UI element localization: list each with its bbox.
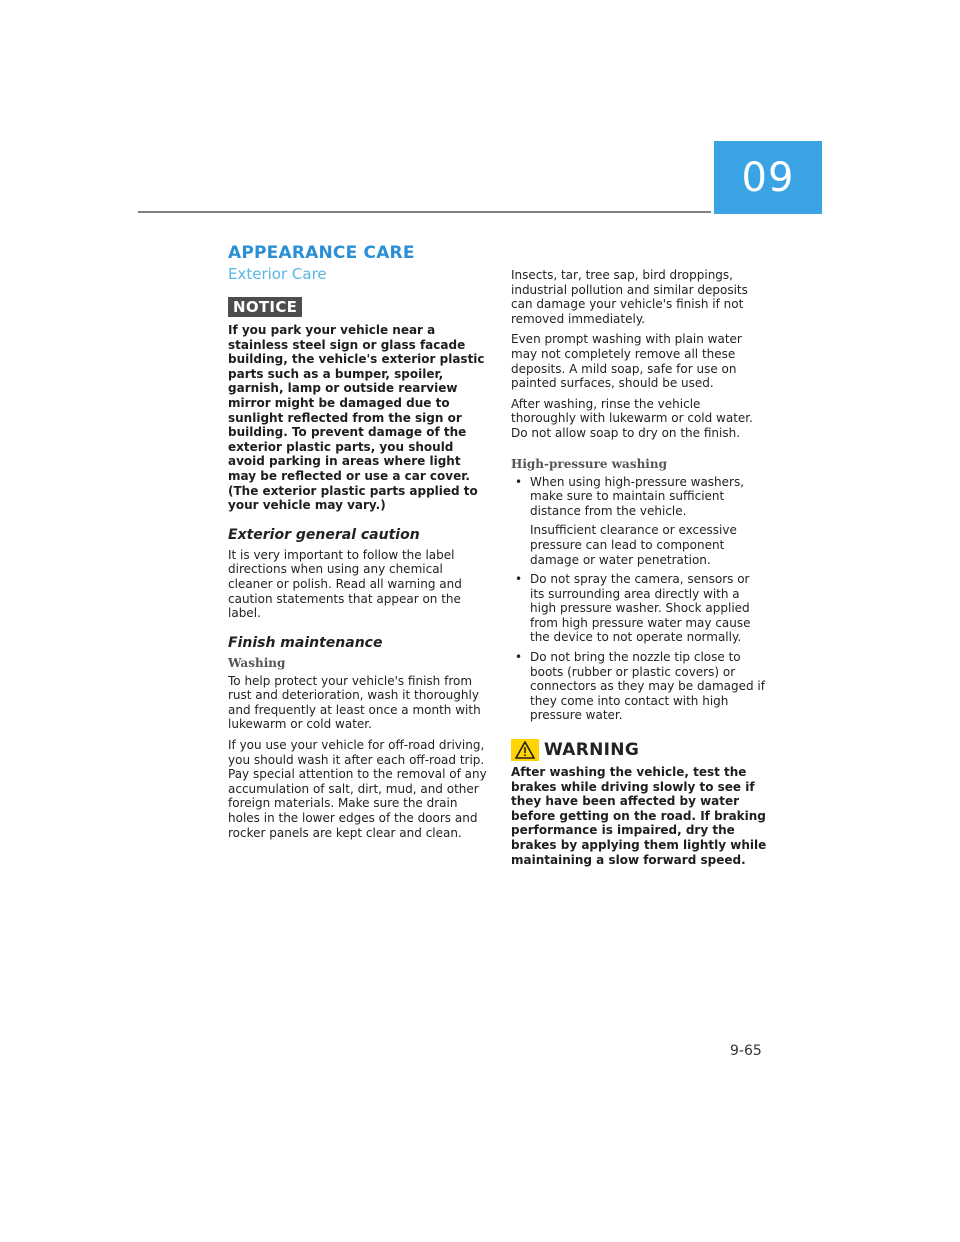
washing-paragraph-2: If you use your vehicle for off-road driving, you should wash it after each off-road trip. Pay special attention to the removal of any accumulation of salt, dirt, mud, and other foreign materials. Make sure the drain holes in the lower edges of the doors and rocker panels are kept clear and clean.: [228, 738, 487, 840]
warning-triangle-icon: [511, 739, 539, 761]
bullet-icon: •: [515, 474, 523, 489]
rinse-paragraph: After washing, rinse the vehicle thoroughly with lukewarm or cold water. Do not allow soap to dry on the finish.: [511, 396, 753, 440]
bullet-subtext: Insufficient clearance or excessive pressure can lead to component damage or water penetration.: [530, 523, 737, 567]
subsection-title: Exterior Care: [228, 265, 327, 283]
washing-paragraph-1: To help protect your vehicle's finish from rust and deterioration, wash it thoroughly and frequently at least once a month with lukewarm or cold water.: [228, 673, 481, 732]
deposits-paragraph: Insects, tar, tree sap, bird droppings, industrial pollution and similar deposits can damage your vehicle's finish if not removed immediately.: [511, 268, 748, 326]
bullet-text: When using high-pressure washers, make sure to maintain sufficient distance from the vehicle.: [530, 474, 745, 518]
left-column: [228, 240, 488, 846]
list-item: [511, 650, 767, 723]
section-title: APPEARANCE CARE: [228, 243, 415, 263]
warning-header: [511, 739, 767, 761]
finish-maintenance-heading: Finish maintenance: [228, 634, 383, 651]
warning-title: WARNING: [544, 740, 640, 761]
notice-badge: NOTICE: [228, 297, 302, 317]
general-caution-text: It is very important to follow the label directions when using any chemical cleaner or polish. Read all warning and caution statements that appear on the label.: [228, 547, 462, 621]
list-item: [511, 572, 767, 645]
page-number: 9-65: [730, 1043, 762, 1059]
bullet-icon: •: [515, 650, 523, 665]
header-divider: [138, 211, 711, 213]
bullet-text: Do not spray the camera, sensors or its surrounding area directly with a high pressure washer. Shock applied from high pressure water may cause the device to not operate normally.: [530, 572, 751, 645]
mild-soap-paragraph: Even prompt washing with plain water may not completely remove all these deposits. A mild soap, safe for use on painted surfaces, should be used.: [511, 332, 742, 391]
washing-heading: Washing: [228, 655, 286, 670]
warning-text: After washing the vehicle, test the brakes while driving slowly to see if they have been affected by water before getting on the road. If braking performance is impaired, dry the brakes by applying them lightly while maintaining a slow forward speed.: [511, 765, 767, 867]
notice-text: If you park your vehicle near a stainless steel sign or glass facade building, the vehicle's exterior plastic parts such as a bumper, spoiler, garnish, lamp or outside rearview mirror might be damaged due to sunlight reflected from the sign or building. To prevent damage of the exterior plastic parts, you should avoid parking in areas where light may be reflected or use a car cover. (The exterior plastic parts applied to your vehicle may vary.): [228, 323, 485, 513]
bullet-text: Do not bring the nozzle tip close to boots (rubber or plastic covers) or connectors as they may be damaged if they come into contact with high pressure water.: [530, 650, 765, 723]
bullet-icon: •: [515, 572, 523, 587]
chapter-number: 09: [741, 154, 795, 201]
list-item: [511, 475, 767, 568]
right-column: [511, 268, 767, 881]
chapter-tab: [714, 141, 822, 214]
general-caution-heading: Exterior general caution: [228, 526, 420, 543]
high-pressure-heading: High-pressure washing: [511, 456, 667, 471]
high-pressure-list: [511, 475, 767, 724]
